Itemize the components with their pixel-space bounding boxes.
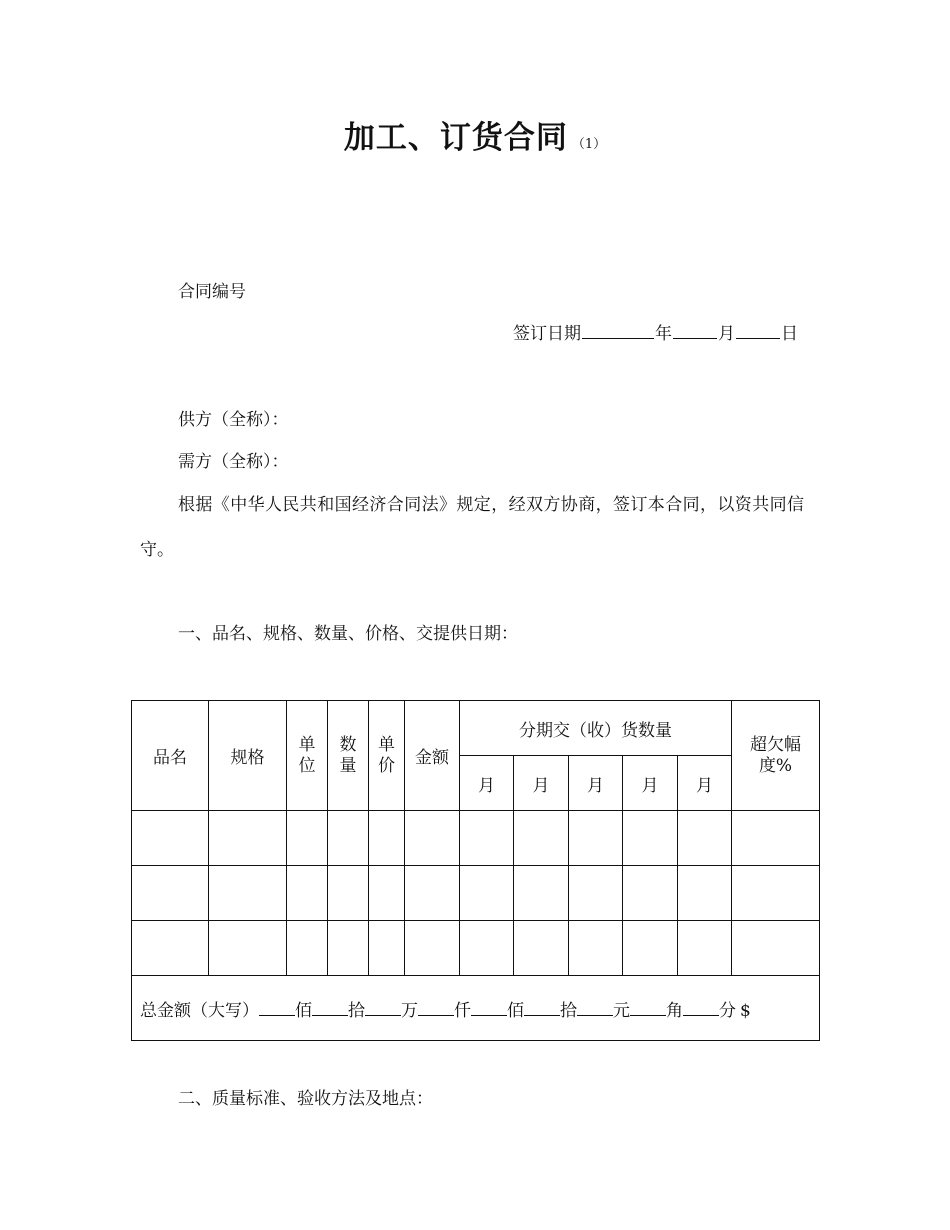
unit-label: 佰	[295, 1000, 312, 1021]
table-cell[interactable]	[209, 811, 287, 866]
blank-qian[interactable]	[418, 999, 454, 1016]
table-cell[interactable]	[514, 921, 569, 976]
blank-bai-1[interactable]	[259, 999, 295, 1016]
table-cell[interactable]	[369, 921, 405, 976]
unit-label: 角	[666, 1000, 683, 1021]
sign-date-line	[513, 319, 798, 344]
table-cell[interactable]	[732, 921, 820, 976]
table-cell[interactable]	[328, 866, 369, 921]
month-blank[interactable]	[673, 321, 717, 339]
header-installment: 分期交（收）货数量	[460, 701, 732, 756]
table-cell[interactable]	[460, 866, 514, 921]
table-cell[interactable]	[328, 811, 369, 866]
unit-label: 分	[719, 1000, 736, 1021]
table-cell[interactable]	[405, 921, 460, 976]
blank-shi-2[interactable]	[524, 999, 560, 1016]
goods-table	[131, 700, 820, 1041]
day-label: 日	[781, 324, 798, 344]
table-cell[interactable]	[132, 866, 209, 921]
unit-label: 元	[613, 1000, 630, 1021]
table-cell[interactable]	[623, 921, 678, 976]
blank-bai-2[interactable]	[471, 999, 507, 1016]
table-cell[interactable]	[209, 921, 287, 976]
table-row	[132, 866, 820, 921]
table-cell[interactable]	[369, 866, 405, 921]
total-amount-cell	[132, 976, 820, 1041]
year-blank[interactable]	[582, 321, 654, 339]
header-unit: 单 位	[287, 701, 328, 811]
contract-number-label: 合同编号	[178, 282, 246, 302]
header-month-3: 月	[569, 756, 623, 811]
table-cell[interactable]	[732, 866, 820, 921]
table-cell[interactable]	[623, 811, 678, 866]
header-month-2: 月	[514, 756, 569, 811]
table-cell[interactable]	[405, 811, 460, 866]
table-cell[interactable]	[460, 811, 514, 866]
table-cell[interactable]	[678, 921, 732, 976]
header-spec: 规格	[209, 701, 287, 811]
table-cell[interactable]	[132, 811, 209, 866]
header-name: 品名	[132, 701, 209, 811]
unit-label: 仟	[454, 1000, 471, 1021]
blank-shi-1[interactable]	[312, 999, 348, 1016]
title-suffix: （1）	[571, 137, 607, 152]
table-cell[interactable]	[678, 811, 732, 866]
header-row	[132, 701, 820, 756]
month-label: 月	[718, 324, 735, 344]
section2-heading: 二、质量标准、验收方法及地点：	[178, 1089, 433, 1109]
table-cell[interactable]	[569, 811, 623, 866]
table-cell[interactable]	[569, 921, 623, 976]
table-cell[interactable]	[209, 866, 287, 921]
unit-label: 拾	[348, 1000, 365, 1021]
header-month-5: 月	[678, 756, 732, 811]
unit-label: 拾	[560, 1000, 577, 1021]
table-cell[interactable]	[569, 866, 623, 921]
total-amount-label: 总金额（大写）	[140, 1000, 259, 1021]
table-cell[interactable]	[287, 866, 328, 921]
total-row	[132, 976, 820, 1041]
section1-heading: 一、品名、规格、数量、价格、交提供日期：	[178, 624, 518, 644]
header-over-short: 超欠幅 度%	[732, 701, 820, 811]
table-row	[132, 811, 820, 866]
title-main: 加工、订货合同	[343, 120, 568, 156]
sign-date-label: 签订日期	[513, 324, 581, 344]
table-cell[interactable]	[460, 921, 514, 976]
unit-label: 佰	[507, 1000, 524, 1021]
table-row	[132, 921, 820, 976]
header-month-4: 月	[623, 756, 678, 811]
table-cell[interactable]	[405, 866, 460, 921]
table-cell[interactable]	[678, 866, 732, 921]
table-cell[interactable]	[514, 811, 569, 866]
table-cell[interactable]	[623, 866, 678, 921]
table-cell[interactable]	[328, 921, 369, 976]
buyer-label: 需方（全称）：	[178, 452, 289, 472]
blank-yuan[interactable]	[577, 999, 613, 1016]
header-amount: 金额	[405, 701, 460, 811]
document-title	[0, 112, 950, 157]
blank-fen[interactable]	[683, 999, 719, 1016]
header-quantity: 数 量	[328, 701, 369, 811]
supplier-label: 供方（全称）：	[178, 410, 289, 430]
table-cell[interactable]	[514, 866, 569, 921]
unit-label: 万	[401, 1000, 418, 1021]
year-label: 年	[655, 324, 672, 344]
table-cell[interactable]	[732, 811, 820, 866]
blank-jiao[interactable]	[630, 999, 666, 1016]
table-cell[interactable]	[287, 921, 328, 976]
table-cell[interactable]	[287, 811, 328, 866]
header-month-1: 月	[460, 756, 514, 811]
table-cell[interactable]	[369, 811, 405, 866]
header-unit-price: 单 价	[369, 701, 405, 811]
day-blank[interactable]	[736, 321, 780, 339]
intro-paragraph-line2: 守。	[140, 540, 174, 560]
currency-symbol: $	[740, 1000, 751, 1021]
blank-wan[interactable]	[365, 999, 401, 1016]
table-cell[interactable]	[132, 921, 209, 976]
intro-paragraph-line1: 根据《中华人民共和国经济合同法》规定，经双方协商，签订本合同，以资共同信	[178, 495, 805, 515]
